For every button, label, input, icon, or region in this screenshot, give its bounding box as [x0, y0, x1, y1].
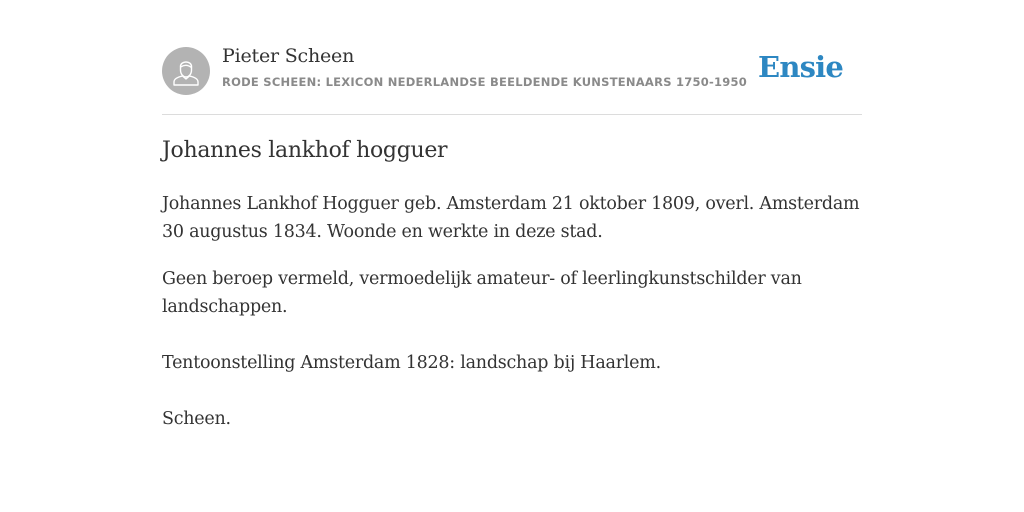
- ensie-logo[interactable]: Ensie: [758, 50, 843, 84]
- entry-title: Johannes lankhof hogguer: [162, 138, 448, 163]
- entry-paragraph: Scheen.: [162, 409, 231, 429]
- user-silhouette-icon: [162, 47, 210, 95]
- entry-card: [162, 0, 862, 512]
- entry-paragraph: Geen beroep vermeld, vermoedelijk amateur- of leerlingkunstschilder van landschappen.: [162, 269, 802, 317]
- author-avatar[interactable]: [162, 47, 210, 95]
- source-lexicon[interactable]: RODE SCHEEN: LEXICON NEDERLANDSE BEELDENDE KUNSTENAARS 1750-1950: [222, 75, 748, 89]
- author-name[interactable]: Pieter Scheen: [222, 45, 355, 67]
- entry-paragraph: Tentoonstelling Amsterdam 1828: landschap bij Haarlem.: [162, 353, 661, 373]
- entry-header: [162, 0, 862, 115]
- entry-paragraph: Johannes Lankhof Hogguer geb. Amsterdam 21 oktober 1809, overl. Amsterdam 30 augustus 1834. Woonde en werkte in deze stad.: [162, 194, 860, 242]
